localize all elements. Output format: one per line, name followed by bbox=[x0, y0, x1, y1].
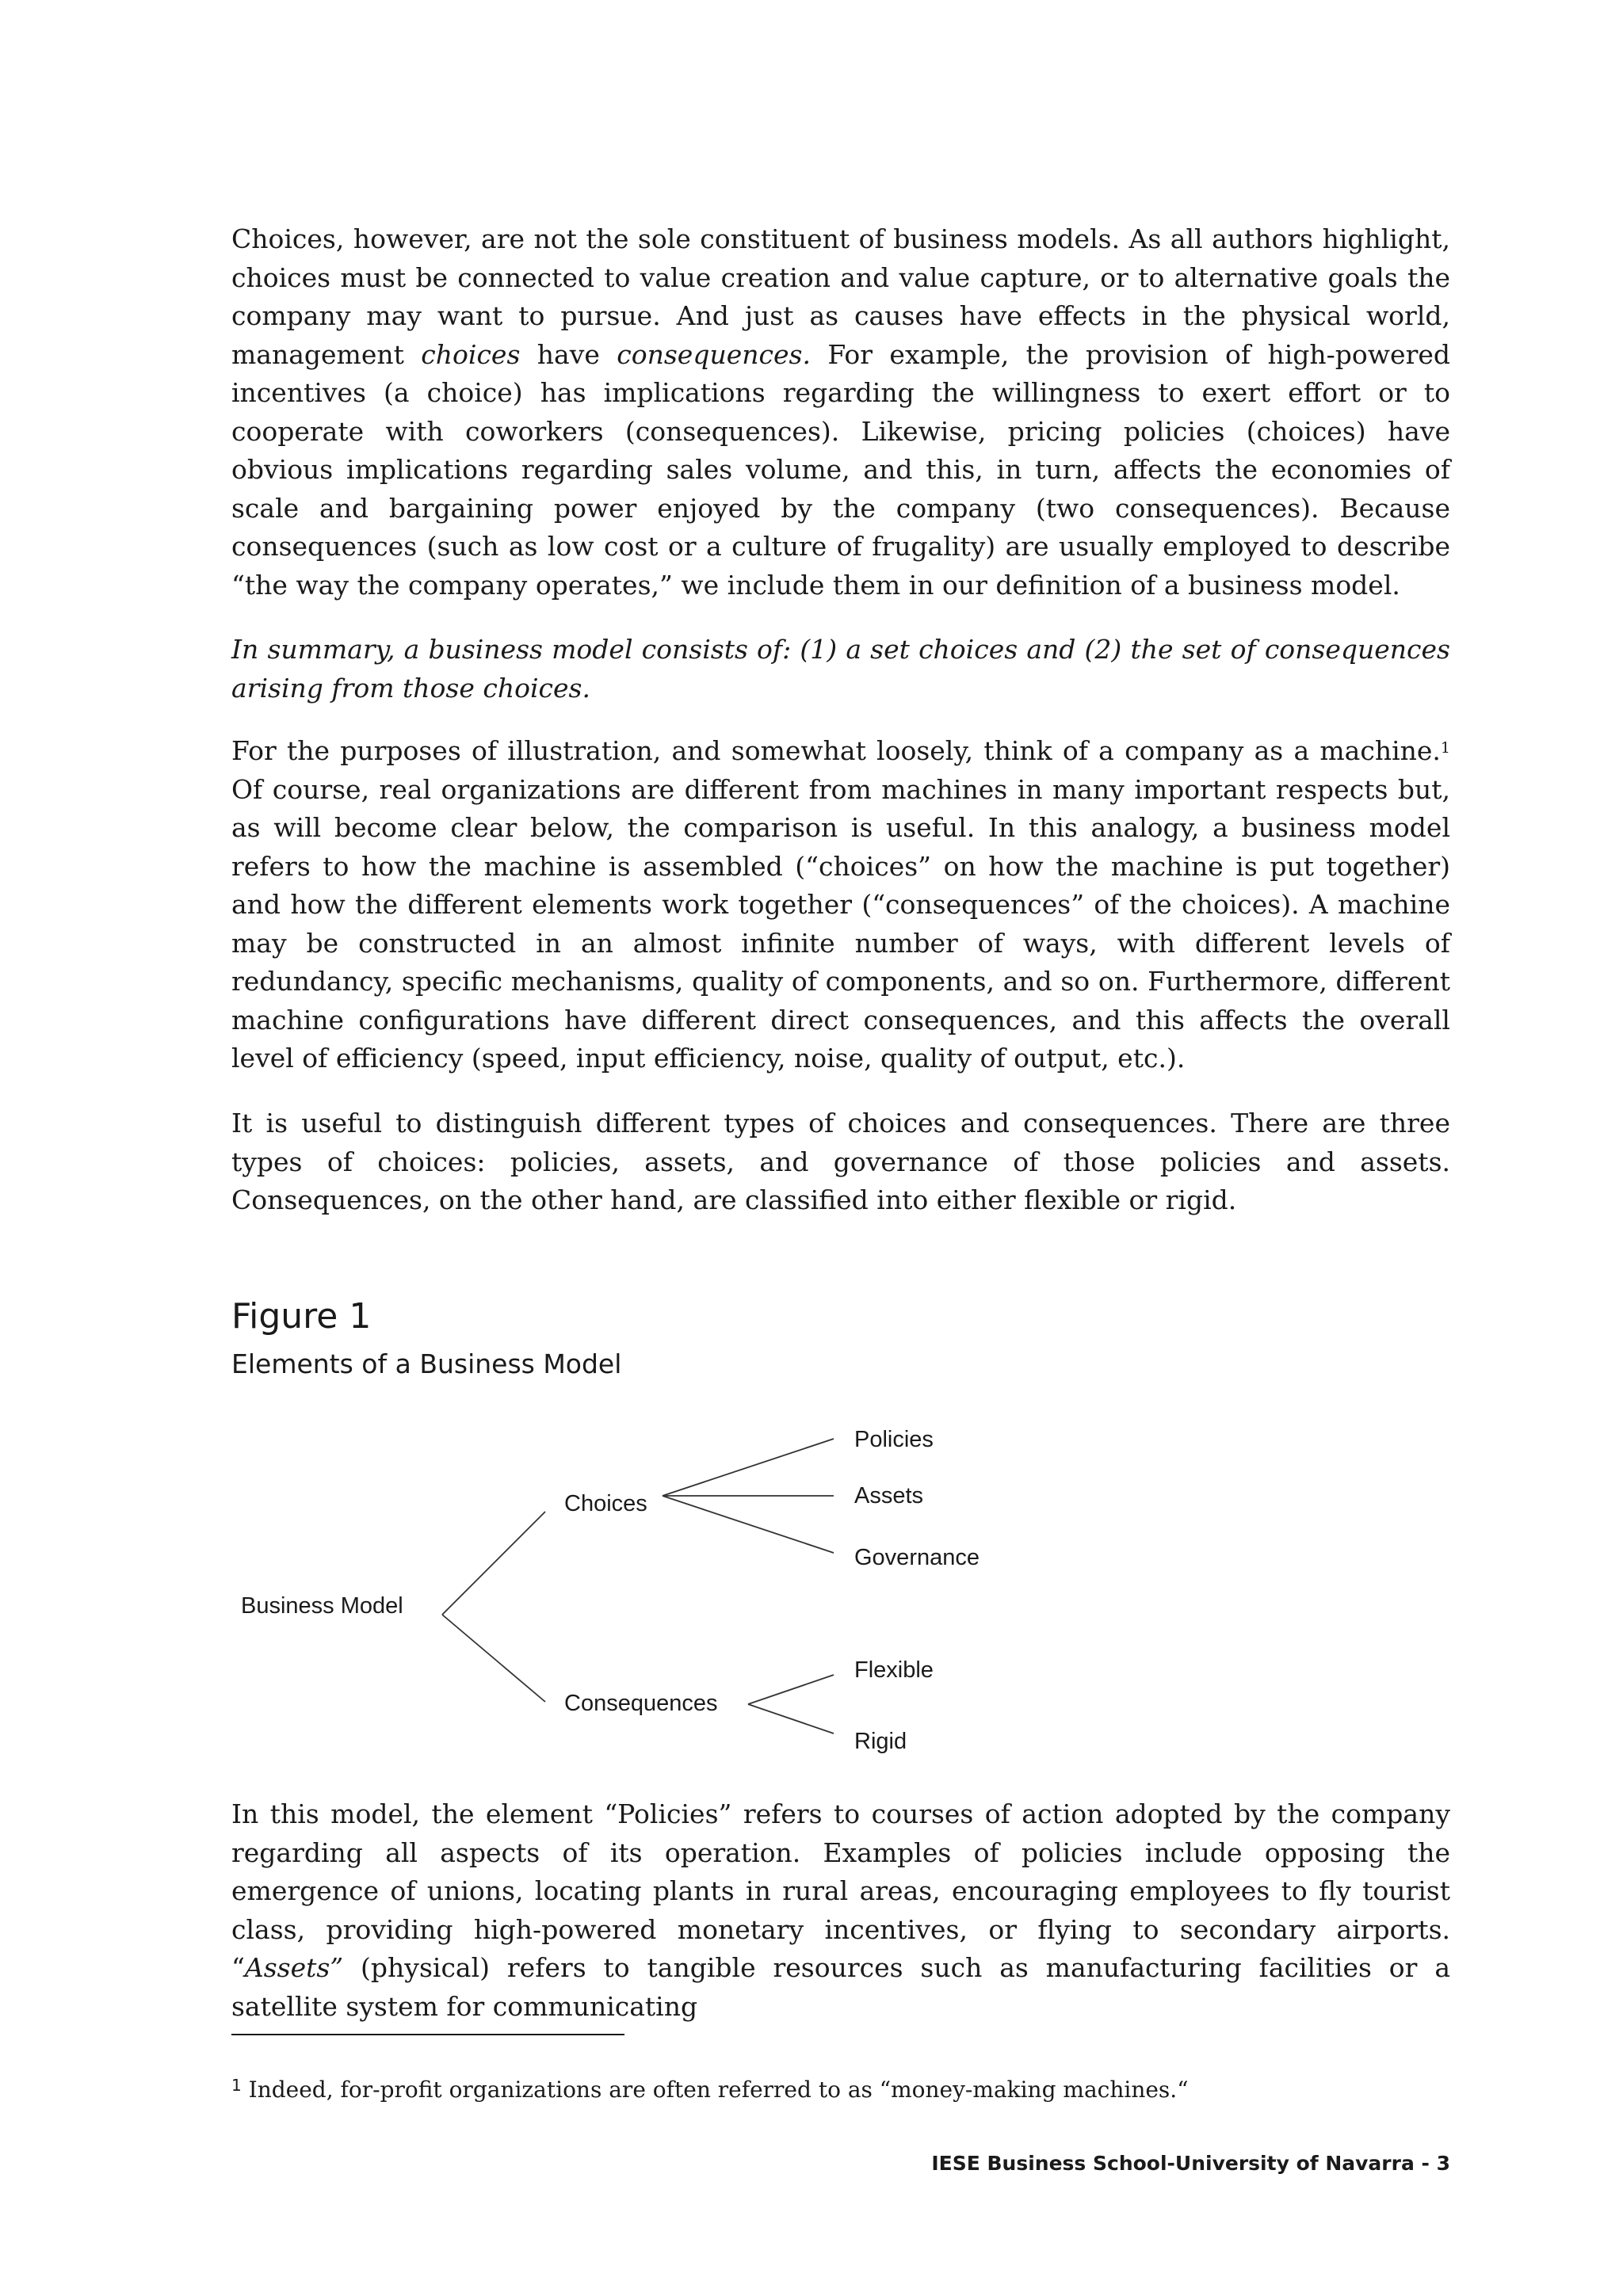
paragraph-machine-analogy bbox=[231, 732, 1450, 1078]
node-policies: Policies bbox=[854, 1427, 934, 1452]
node-assets: Assets bbox=[854, 1483, 924, 1508]
node-business-model: Business Model bbox=[241, 1593, 403, 1619]
figure-subtitle: Elements of a Business Model bbox=[231, 1348, 622, 1379]
footnote-mark: 1 bbox=[231, 2076, 242, 2095]
edge-root-consequences bbox=[442, 1615, 545, 1702]
paragraph-policies-assets bbox=[231, 1795, 1450, 2026]
node-governance: Governance bbox=[854, 1545, 980, 1570]
paragraph-text: For example, the provision of high-powered incentives (a choice) has implications regarding the willingness to exert effort or to cooperate with coworkers (consequences). Likewise, pricing policies (choices) have obvious implications regarding sales volume, and this, in turn, affects the economies of scale and bargaining power enjoyed by the company (two consequences). Because consequences (such as low cost or a culture of frugality) are usually employed to describe “the way the company operates,” we include them in our definition of a business model. bbox=[231, 338, 1451, 601]
edge-choices-governance bbox=[663, 1496, 834, 1553]
emphasis-assets: Assets” bbox=[244, 1952, 344, 1983]
paragraph-text: Choices, however, are not the sole constituent of business models. As all authors highlight, choices must be connected to value creation and value capture, or to alternative goals the company may want to pursue. And just as causes have effects in the physical world, management bbox=[231, 223, 1450, 370]
footnote bbox=[231, 2074, 1450, 2106]
paragraph-summary: In summary, a business model consists of: (1) a set choices and (2) the set of consequences arising from those choices. bbox=[231, 634, 1450, 704]
emphasis-choices: choices bbox=[421, 338, 521, 370]
footnote-divider bbox=[231, 2034, 624, 2035]
figure-title: Figure 1 bbox=[231, 1296, 372, 1337]
paragraph-types: It is useful to distinguish different types of choices and consequences. There are three types of choices: policies, assets, and governance of those policies and assets. Consequences, on the other hand, are classified into either flexible or rigid. bbox=[231, 1108, 1450, 1215]
paragraph-text: Of course, real organizations are different from machines in many important respects but, as will become clear below, the comparison is useful. In this analogy, a business model refers to how the machine is assembled (“choices” on how the machine is put together) and how the different elements work together (“consequences” of the choices). A machine may be constructed in an almost infinite number of ways, with different levels of redundancy, specific mechanisms, quality of components, and so on. Furthermore, different machine configurations have different direct consequences, and this affects the overall level of efficiency (speed, input efficiency, noise, quality of output, etc.). bbox=[231, 773, 1450, 1074]
page-footer: IESE Business School-University of Navarra - 3 bbox=[931, 2152, 1450, 2175]
paragraph-text: For the purposes of illustration, and somewhat loosely, think of a company as a machine. bbox=[231, 735, 1441, 766]
edge-consequences-flexible bbox=[748, 1675, 834, 1704]
node-flexible: Flexible bbox=[854, 1657, 934, 1683]
paragraph-text: have bbox=[520, 338, 617, 370]
emphasis-consequences: consequences. bbox=[617, 338, 811, 370]
node-rigid: Rigid bbox=[854, 1729, 907, 1754]
node-choices: Choices bbox=[564, 1491, 647, 1516]
paragraph-text: (physical) refers to tangible resources such as manufacturing facilities or a satellite system for communicating bbox=[231, 1952, 1450, 2022]
edge-consequences-rigid bbox=[748, 1704, 834, 1733]
edge-choices-policies bbox=[663, 1439, 834, 1496]
node-consequences: Consequences bbox=[564, 1691, 718, 1716]
paragraph-text: In this model, the element “Policies” refers to courses of action adopted by the company regarding all aspects of its operation. Examples of policies include opposing the emergence of unions, locating plants in rural areas, encouraging employees to fly tourist class, providing high-powered monetary incentives, or flying to secondary airports. “ bbox=[231, 1798, 1450, 1983]
footnote-reference[interactable]: 1 bbox=[1440, 739, 1450, 757]
paragraph-choices-consequences bbox=[231, 220, 1450, 605]
footnote-text: Indeed, for-profit organizations are often referred to as “money-making machines.“ bbox=[241, 2077, 1189, 2103]
edge-root-choices bbox=[442, 1512, 545, 1615]
